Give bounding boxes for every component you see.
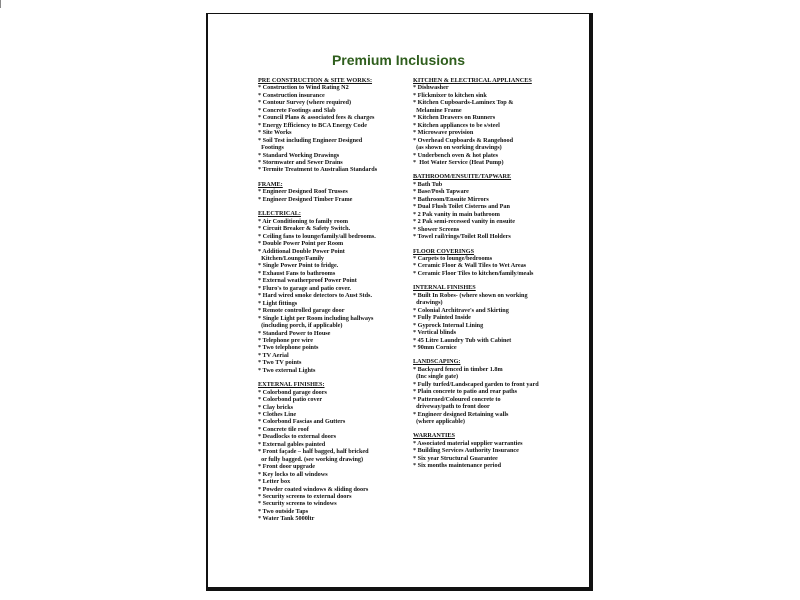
section-heading: LANDSCAPING:	[413, 358, 461, 366]
inclusion-item: * External gables painted	[258, 440, 326, 448]
inclusion-item: * Soil Test including Engineer Designed	[258, 136, 363, 144]
inclusion-item: * Gyprock Internal Lining	[413, 321, 484, 329]
right-column	[413, 77, 583, 470]
inclusion-item: * Light fittings	[258, 299, 298, 307]
inclusion-item: * Dual Flush Toilet Cisterns and Pan	[413, 203, 510, 211]
inclusion-item: Kitchen/Lounge/Family	[258, 254, 325, 262]
inclusion-item: * Shower Screens	[413, 225, 460, 233]
inclusion-item: * Security screens to windows	[258, 500, 337, 508]
inclusion-item: * Fluro's to garage and patio cover.	[258, 284, 351, 292]
inclusion-item: * Concrete tile roof	[258, 425, 309, 433]
inclusion-item: * Towel rail/rings/Toilet Roll Holders	[413, 233, 511, 241]
inclusion-item: * Contour Survey (where required)	[258, 99, 352, 107]
page-title: Premium Inclusions	[331, 52, 466, 68]
inclusion-item: * Council Plans & associated fees & charges	[258, 114, 375, 122]
inclusion-item: * Bath Tub	[413, 180, 443, 188]
section-heading: KITCHEN & ELECTRICAL APPLIANCES	[413, 77, 532, 84]
inclusion-item: or fully bagged. (see working drawing)	[258, 455, 364, 463]
inclusion-section	[413, 432, 583, 469]
inclusion-item: * Dishwasher	[413, 84, 449, 92]
inclusion-item: * Double Power Point per Room	[258, 240, 344, 248]
inclusion-item: * Telephone pre wire	[258, 336, 313, 344]
inclusion-item: * Base/Posh Tapware	[413, 188, 469, 196]
inclusion-item: * Deadlocks to external doors	[258, 433, 337, 441]
inclusion-item: * Circuit Breaker & Safety Switch.	[258, 225, 351, 233]
inclusion-item: * Bathroom/Ensuite Mirrors	[413, 195, 489, 203]
inclusion-item: (including porch, if applicable)	[258, 322, 343, 330]
inclusion-item: * Front façade – half bagged, half bricked	[258, 448, 369, 456]
inclusion-item: * Backyard fenced in timber 1.8m	[413, 365, 503, 373]
inclusion-item: * Construction insurance	[258, 91, 325, 99]
inclusion-item: * Overhead Cupboards & Rangehood	[413, 136, 514, 144]
inclusion-item: * Security screens to external doors	[258, 493, 352, 501]
inclusion-item: Melamine Frame	[413, 106, 462, 114]
inclusion-item: * Flickmixer to kitchen sink	[413, 91, 487, 99]
inclusion-item: * Standard Power to House	[258, 329, 331, 337]
inclusion-item: * Single Power Point to fridge.	[258, 262, 339, 270]
section-heading: ELECTRICAL:	[258, 210, 301, 218]
scan-edge-mark	[0, 0, 1, 8]
inclusion-item: * External weatherproof Power Point	[258, 277, 357, 285]
inclusion-item: * Building Services Authority Insurance	[413, 447, 519, 455]
inclusion-section	[258, 381, 418, 523]
inclusion-item: * Construction to Wind Rating N2	[258, 84, 349, 92]
inclusion-item: * Hot Water Service (Heat Pump)	[413, 158, 504, 166]
inclusion-item: * Six year Structural Guarantee	[413, 454, 498, 462]
inclusion-section	[413, 358, 583, 425]
inclusion-item: * Clothes Line	[258, 411, 297, 419]
inclusion-item: Footings	[258, 144, 284, 152]
inclusion-item: * Associated material supplier warranties	[413, 439, 523, 447]
inclusion-item: * Built In Robes- (where shown on working	[413, 291, 528, 299]
inclusion-item: * Kitchen Drawers on Runners	[413, 114, 496, 122]
inclusion-item: * Underbench oven & hot plates	[413, 151, 499, 159]
inclusion-item: * Remote controlled garage door	[258, 307, 345, 315]
inclusion-item: drawings)	[413, 299, 443, 307]
inclusion-item: * Front door upgrade	[258, 463, 316, 471]
inclusion-item: driveway/path to front door	[413, 403, 490, 411]
inclusion-item: * Letter box	[258, 478, 291, 486]
inclusion-item: * Energy Efficiency to BCA Energy Code	[258, 121, 367, 129]
inclusion-item: * Six months maintenance period	[413, 462, 502, 470]
inclusion-item: * Air Conditioning to family room	[258, 217, 349, 225]
inclusion-item: * Colonial Architrave's and Skirting	[413, 306, 509, 314]
left-column	[258, 77, 418, 523]
inclusion-item: * Two external Lights	[258, 366, 316, 374]
inclusion-item: * Termite Treatment to Australian Standards	[258, 166, 378, 174]
inclusion-item: * Exhaust Fans to bathrooms	[258, 269, 336, 277]
inclusion-item: * Fully turfed/Landscaped garden to front yard	[413, 380, 539, 388]
inclusion-item: * Standard Working Drawings	[258, 151, 340, 159]
inclusion-item: * TV Aerial	[258, 351, 289, 359]
inclusion-item: * Plain concrete to patio and rear paths	[413, 388, 517, 396]
inclusion-section	[258, 181, 418, 203]
inclusion-section	[258, 210, 418, 374]
section-heading: EXTERNAL FINISHES:	[258, 381, 325, 389]
inclusion-item: * Two telephone points	[258, 344, 319, 352]
inclusion-section	[413, 248, 583, 278]
inclusion-item: (where applicable)	[413, 418, 465, 426]
inclusion-section	[413, 173, 583, 240]
inclusion-section	[413, 284, 583, 351]
inclusion-item: * Key locks to all windows	[258, 470, 328, 478]
section-heading: BATHROOM/ENSUITE/TAPWARE	[413, 173, 512, 181]
inclusion-item: * Site Works	[258, 129, 292, 137]
inclusion-item: * Vertical blinds	[413, 329, 456, 337]
inclusion-item: * Kitchen appliances to be s/steel	[413, 121, 500, 129]
inclusion-item: * 2 Pak semi-recessed vanity in ensuite	[413, 218, 515, 226]
inclusion-item: (as shown on working drawings)	[413, 144, 502, 152]
section-heading: PRE CONSTRUCTION & SITE WORKS:	[258, 77, 373, 84]
inclusion-item: * Engineer Designed Roof Trusses	[258, 188, 348, 196]
inclusion-item: * Patterned/Coloured concrete to	[413, 395, 501, 403]
inclusion-item: * Kitchen Cupboards-Laminex Top &	[413, 99, 514, 107]
inclusion-item: (Inc single gate)	[413, 373, 459, 381]
inclusion-item: * Colorbond patio cover	[258, 396, 323, 404]
inclusion-item: * Two outside Taps	[258, 507, 309, 515]
inclusion-item: * 90mm Cornice	[413, 343, 457, 351]
inclusion-item: * Fully Painted Inside	[413, 314, 471, 322]
inclusion-item: * Microwave provision	[413, 129, 474, 137]
inclusion-item: * Two TV points	[258, 359, 302, 367]
section-heading: WARRANTIES	[413, 432, 455, 440]
section-heading: FLOOR COVERINGS	[413, 247, 475, 255]
inclusion-item: * Stormwater and Sewer Drains	[258, 158, 343, 166]
inclusions-page	[206, 13, 593, 591]
section-heading: INTERNAL FINISHES	[413, 284, 476, 292]
inclusion-item: * Engineer Designed Timber Frame	[258, 195, 353, 203]
inclusion-item: * Hard wired smoke detectors to Aust Stds.	[258, 292, 373, 300]
inclusion-item: * Colorbond Fascias and Gutters	[258, 418, 346, 426]
inclusion-item: * 45 Litre Laundry Tub with Cabinet	[413, 336, 512, 344]
inclusion-item: * 2 Pak vanity in main bathroom	[413, 210, 500, 218]
inclusion-section	[258, 77, 418, 174]
inclusion-item: * Ceiling fans to lounge/family/all bedrooms.	[258, 232, 376, 240]
inclusion-item: * Powder coated windows & sliding doors	[258, 485, 369, 493]
inclusion-item: * Water Tank 5000ltr	[258, 515, 315, 523]
inclusion-item: * Colorbond garage doors	[258, 388, 327, 396]
section-heading: FRAME:	[258, 180, 283, 188]
inclusion-item: * Engineer designed Retaining walls	[413, 410, 509, 418]
inclusion-item: * Concrete Footings and Slab	[258, 106, 336, 114]
inclusion-item: * Ceramic Floor & Wall Tiles to Wet Areas	[413, 262, 527, 270]
inclusion-item: * Ceramic Floor Tiles to kitchen/family/meals	[413, 269, 534, 277]
inclusion-item: * Carpets to lounge/bedrooms	[413, 254, 493, 262]
inclusion-item: * Single Light per Room including hallways	[258, 314, 374, 322]
inclusion-item: * Additional Double Power Point	[258, 247, 345, 255]
inclusion-item: * Clay bricks	[258, 403, 294, 411]
inclusion-section	[413, 77, 583, 166]
